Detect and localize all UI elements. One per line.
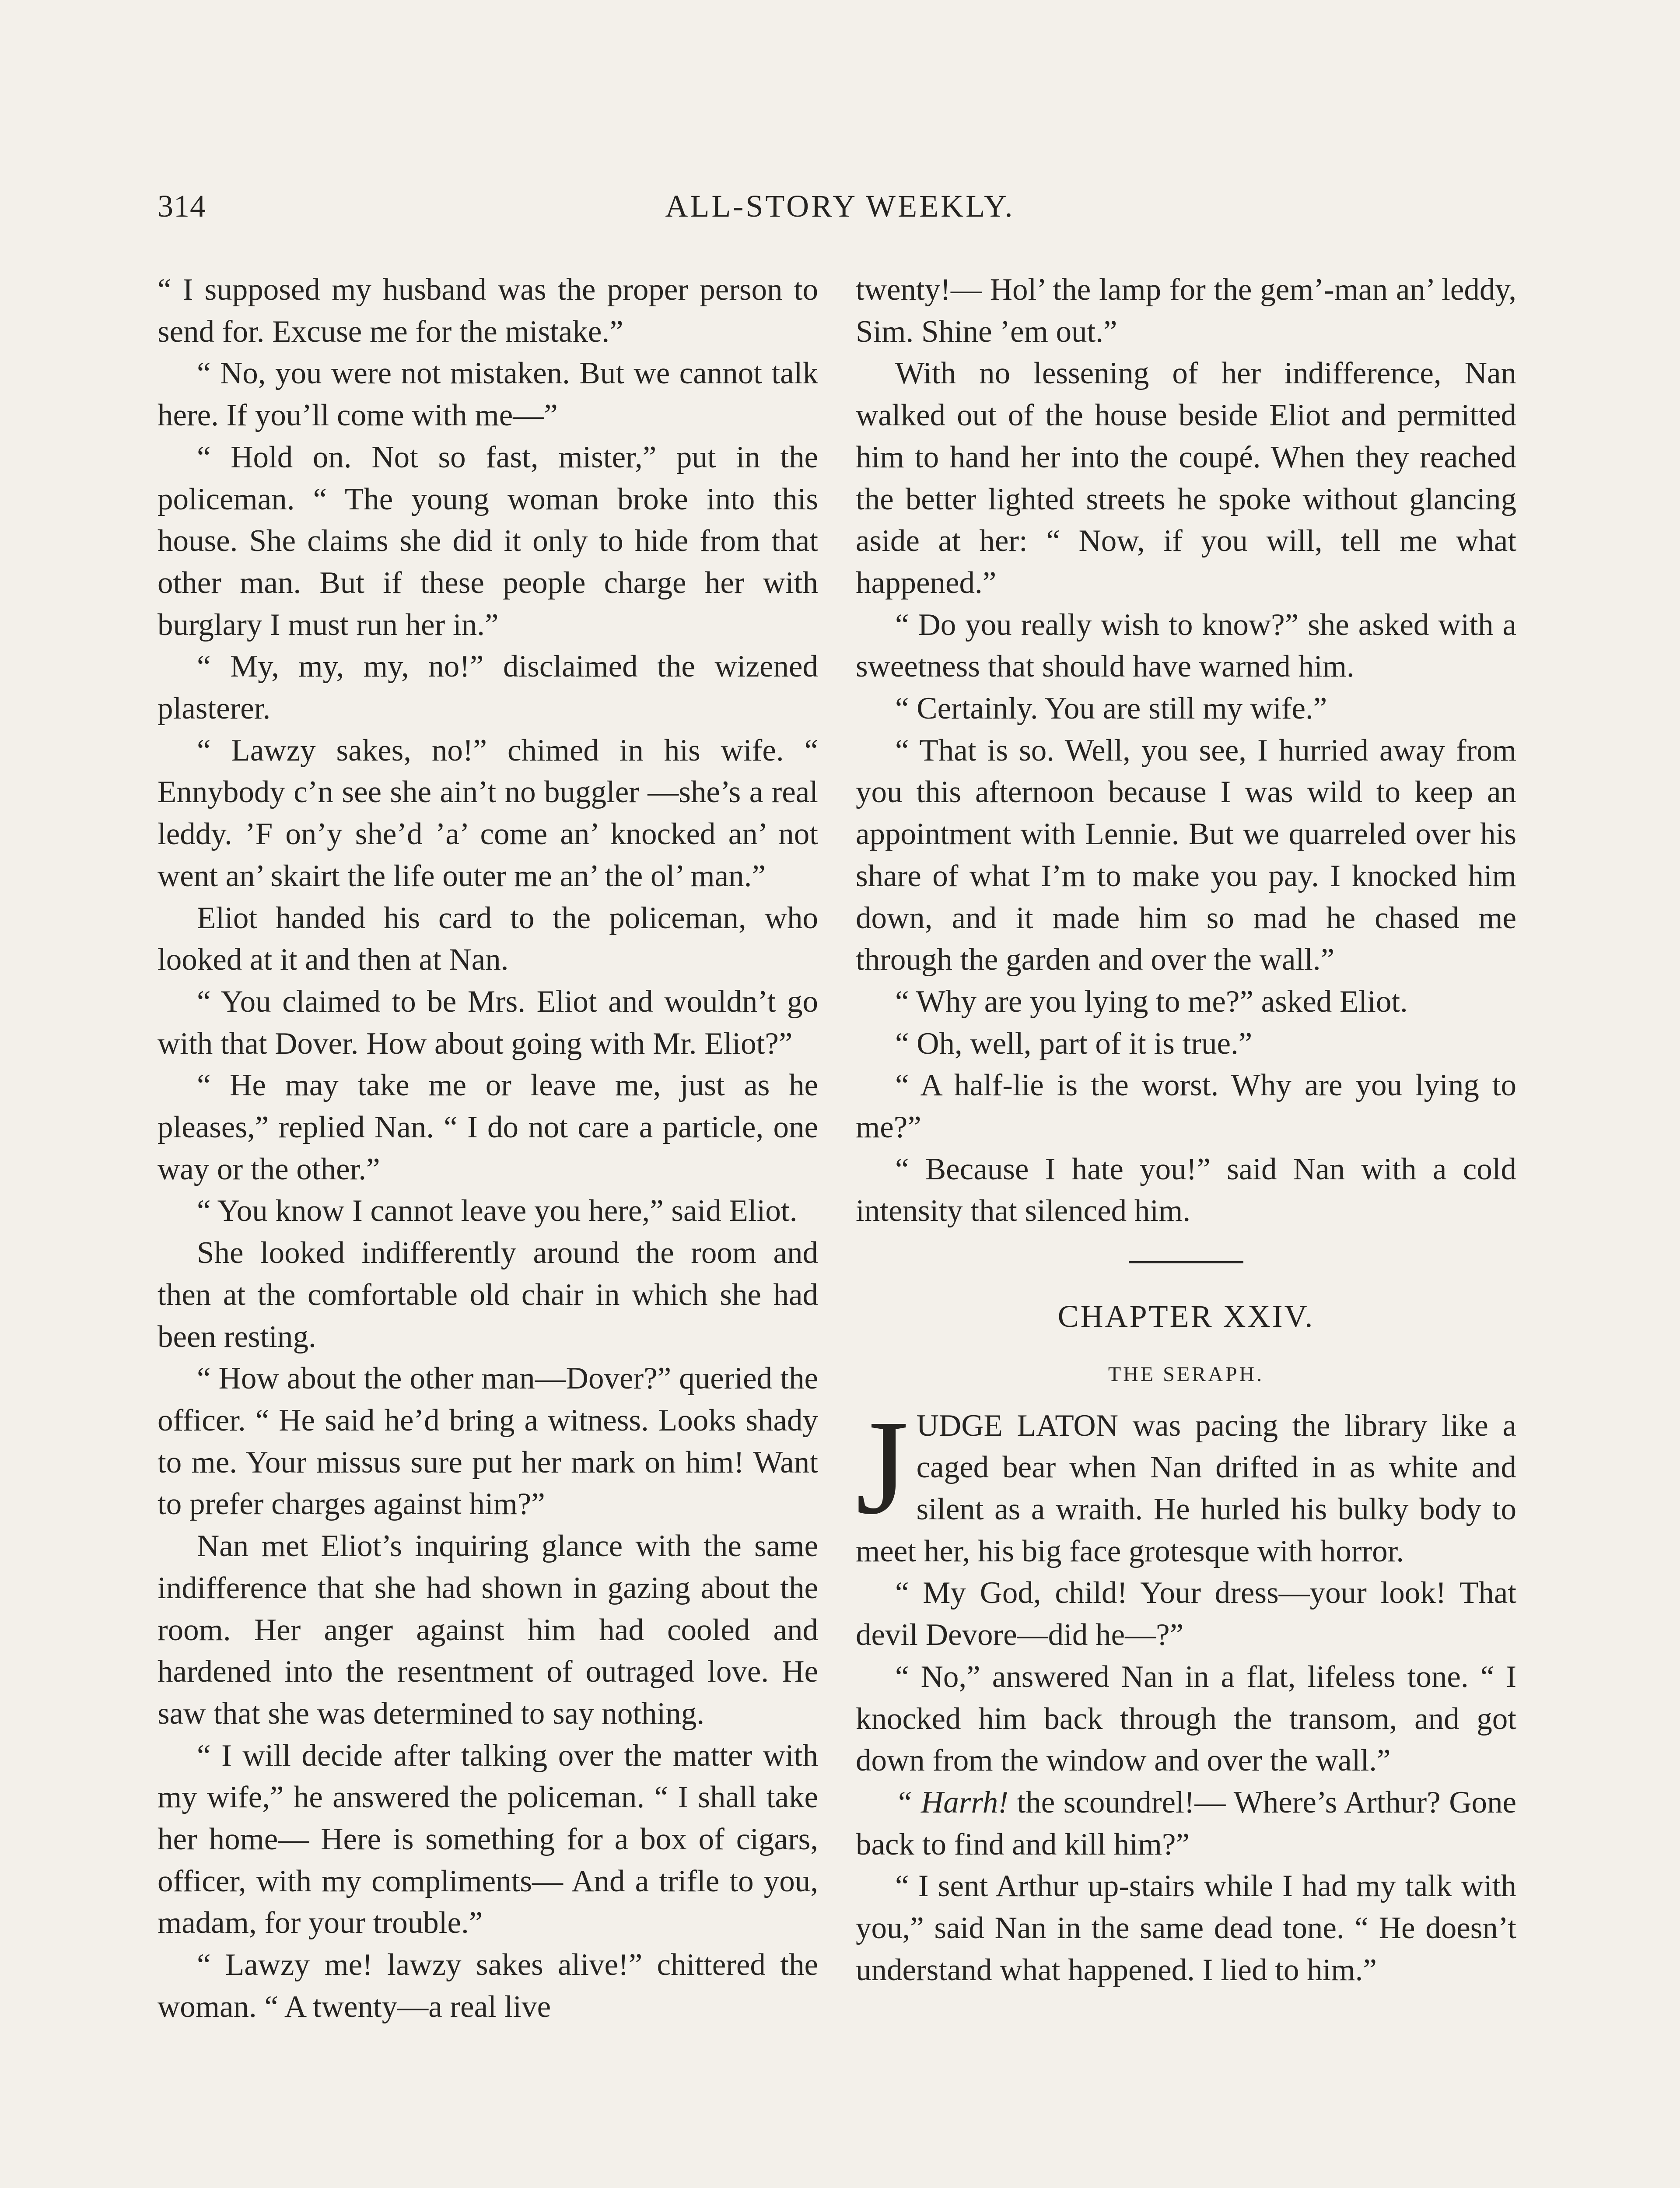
paragraph: “ Hold on. Not so fast, mister,” put in the policeman. “ The young woman broke into this house. She claims she did it only to hide from that other man. But if these people charge her with burglary I must run her in.” [158, 440, 818, 642]
running-head: ALL-STORY WEEKLY. [665, 189, 1015, 224]
paragraph: “ I will decide after talking over the matter with my wife,” he answered the policeman. “ I shall take her home— Here is something for a box of cigars, officer, with my compliments— And a trifle to you, madam, for your trouble.” [158, 1738, 818, 1940]
paragraph: Eliot handed his card to the policeman, who looked at it and then at Nan. [158, 901, 818, 977]
opening-text: UDGE LATON was pacing the library like a caged bear when Nan drifted in as white and silent as a wraith. He hurled his bulky body to meet her, his big face grotesque with horror. [856, 1408, 1516, 1568]
paragraph: “ Do you really wish to know?” she asked with a sweetness that should have warned him. [856, 607, 1516, 684]
paragraph: “ Oh, well, part of it is true.” [895, 1026, 1253, 1061]
paragraph: “ That is so. Well, you see, I hurried away from you this afternoon because I was wild to keep an appointment with Lennie. But we quarreled over his share of what I’m to make you pay. I knocked him down, and it made him so mad he chased me through the garden and over the wall.” [856, 733, 1516, 977]
left-column [158, 269, 818, 2028]
italic-exclamation: “ Harrh! [895, 1785, 1008, 1820]
chapter-title: CHAPTER XXIV. [1057, 1299, 1315, 1334]
paragraph: “ He may take me or leave me, just as he pleases,” replied Nan. “ I do not care a particle, one way or the other.” [158, 1068, 818, 1186]
paragraph: “ No, you were not mistaken. But we cannot talk here. If you’ll come with me—” [158, 356, 818, 433]
paragraph: twenty!— Hol’ the lamp for the gem’-man an’ leddy, Sim. Shine ’em out.” [856, 273, 1516, 349]
chapter-opening-paragraph [856, 1392, 1516, 1573]
paragraph: With no lessening of her indifference, Nan walked out of the house beside Eliot and permitted him to hand her into the coupé. When they reached the better lighted streets he spoke without glancing aside at her: “ Now, if you will, tell me what happened.” [856, 356, 1516, 600]
paragraph: She looked indifferently around the room and then at the comfortable old chair in which she had been resting. [158, 1236, 818, 1354]
paragraph: “ How about the other man—Dover?” queried the officer. “ He said he’d bring a witness. Looks shady to me. Your missus sure put her mark on him! Want to prefer charges against him?” [158, 1361, 818, 1522]
paragraph-text: the scoundrel!— Where’s Arthur? Gone back to find and kill him?” [856, 1785, 1516, 1862]
chapter-subtitle: THE SERAPH. [1108, 1362, 1264, 1386]
paragraph: “ I sent Arthur up-stairs while I had my talk with you,” said Nan in the same dead tone. “ He doesn’t understand what happened. I lied to him.” [856, 1869, 1516, 1987]
section-divider [1129, 1261, 1243, 1263]
paragraph [856, 1782, 1516, 1865]
paragraph: “ A half-lie is the worst. Why are you lying to me?” [856, 1068, 1516, 1145]
paragraph: “ Lawzy me! lawzy sakes alive!” chittered the woman. “ A twenty—a real live [158, 1948, 818, 2024]
paragraph: “ You claimed to be Mrs. Eliot and wouldn’t go with that Dover. How about going with Mr. Eliot?” [158, 984, 818, 1061]
paragraph: “ I supposed my husband was the proper person to send for. Excuse me for the mistake.” [158, 273, 818, 349]
paragraph: “ Certainly. You are still my wife.” [895, 691, 1327, 726]
paragraph: “ Because I hate you!” said Nan with a cold intensity that silenced him. [856, 1152, 1516, 1228]
paragraph: “ Lawzy sakes, no!” chimed in his wife. “ Ennybody c’n see she ain’t no buggler —she’s a real leddy. ’F on’y she’d ’a’ come an’ knocked an’ not went an’ skairt the life outer me an’ the ol’ man.” [158, 733, 818, 893]
paragraph: “ Why are you lying to me?” asked Eliot. [895, 984, 1408, 1019]
paragraph: Nan met Eliot’s inquiring glance with the same indifference that she had shown in gazing about the room. Her anger against him had cooled and hardened into the resentment of outraged love. He saw that she was determined to say nothing. [158, 1529, 818, 1731]
paragraph: “ No,” answered Nan in a flat, lifeless tone. “ I knocked him back through the transom, and got down from the window and over the wall.” [856, 1659, 1516, 1778]
right-column [856, 269, 1516, 1991]
drop-cap: J [856, 1392, 909, 1543]
paragraph: “ You know I cannot leave you here,” said Eliot. [197, 1194, 798, 1228]
page-header [158, 188, 1522, 236]
paragraph: “ My God, child! Your dress—your look! That devil Devore—did he—?” [856, 1576, 1516, 1652]
page-number: 314 [158, 189, 206, 224]
paragraph: “ My, my, my, no!” disclaimed the wizened plasterer. [158, 649, 818, 726]
